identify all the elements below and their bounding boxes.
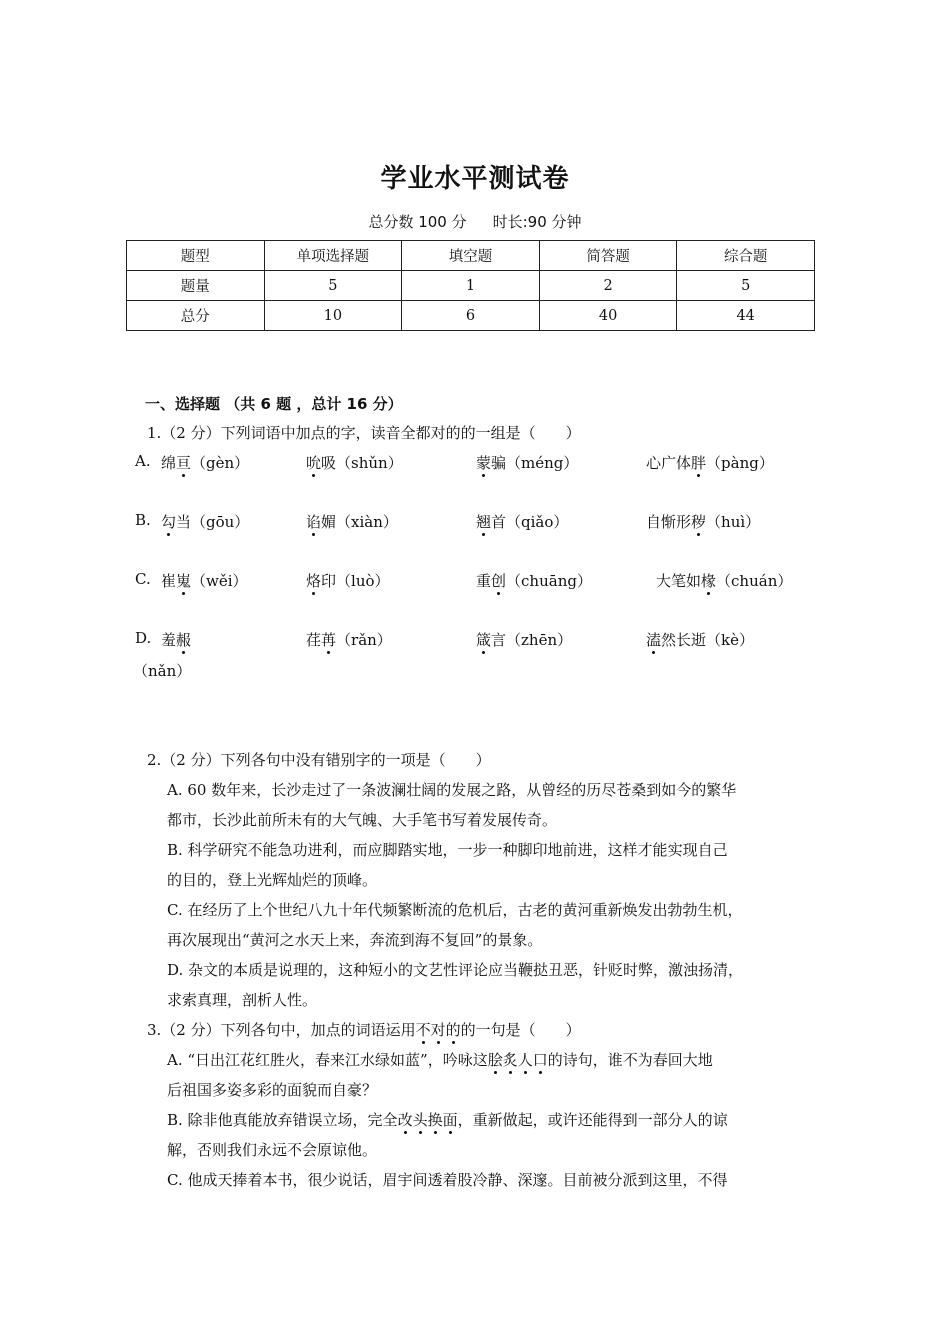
- score-table-cell: 1: [402, 271, 540, 301]
- question-2-line: B. 科学研究不能急功进利，而应脚踏实地，一步一种脚印地前进，这样才能实现自己: [167, 841, 728, 859]
- score-table-row: [127, 241, 815, 271]
- score-table-cell: 6: [402, 301, 540, 331]
- option-item: [646, 452, 774, 473]
- score-table-cell: 题量: [127, 271, 265, 301]
- option-item: [656, 570, 792, 591]
- dotted-char: 炙: [502, 1051, 518, 1069]
- option-label: A.: [135, 452, 151, 470]
- dotted-char: 翘: [476, 513, 492, 531]
- dotted-word: [398, 1111, 458, 1129]
- option-text: 吸（shǔn）: [321, 454, 403, 472]
- page-title: 学业水平测试卷: [380, 164, 570, 194]
- option-text: 骗（méng）: [491, 454, 579, 472]
- dotted-char: 改: [397, 1111, 413, 1129]
- option-text: 媚（xiàn）: [321, 513, 398, 531]
- duration: 时长:90 分钟: [492, 213, 582, 231]
- question-3-option-b: B. 除非他真能放弃错误立场，完全改头换面，重新做起，或许还能得到一部分人的谅: [167, 1111, 728, 1129]
- question-3-option-b-cont: 解，否则我们永远不会原谅他。: [167, 1141, 378, 1159]
- score-table-row: [127, 301, 815, 331]
- option-text: 重: [476, 572, 492, 590]
- dotted-char: 口: [532, 1051, 548, 1069]
- option-item: [306, 511, 398, 532]
- dotted-char: 人: [517, 1051, 533, 1069]
- question-2-line: 求索真理，剖析人性。: [167, 991, 318, 1009]
- option-text: 言（zhēn）: [491, 631, 573, 649]
- question-3-option-a: A. “日出江花红胜火，春来江水绿如蓝”，吟咏这脍炙人口的诗句，谁不为春回大地: [167, 1051, 713, 1069]
- option-item: [306, 629, 392, 650]
- option-item: [476, 511, 568, 532]
- score-table-cell: 44: [677, 301, 815, 331]
- option-item: [306, 570, 390, 591]
- question-2-line: 都市，长沙此前所未有的大气魄、大手笔书写着发展传奇。: [167, 811, 558, 829]
- score-table-cell: 总分: [127, 301, 265, 331]
- question-3-option-a-cont: 后祖国多姿多彩的面貌而自豪？: [167, 1081, 378, 1099]
- option-item: [646, 629, 754, 650]
- dotted-char: 创: [491, 572, 507, 590]
- score-table-cell: 5: [677, 271, 815, 301]
- dotted-char: 换: [427, 1111, 443, 1129]
- score-table-cell: 题型: [127, 241, 265, 271]
- option-text: 印（luò）: [321, 572, 390, 590]
- option-item: [476, 452, 578, 473]
- option-item: [161, 452, 249, 473]
- exam-info: [0, 211, 950, 232]
- option-text: 然长逝（kè）: [661, 631, 754, 649]
- option-text: 羞: [161, 631, 177, 649]
- dotted-char: 谄: [306, 513, 322, 531]
- dotted-char: 不: [415, 1021, 431, 1039]
- score-table-cell: 简答题: [539, 241, 677, 271]
- dotted-char: 嵬: [176, 572, 192, 590]
- option-item: [161, 511, 249, 532]
- dotted-char: 胖: [691, 454, 707, 472]
- dotted-char: 箴: [476, 631, 492, 649]
- question-2-line: A. 60 数年来，长沙走过了一条波澜壮阔的发展之路，从曾经的历尽苍桑到如今的繁华: [167, 781, 737, 799]
- score-table-cell: 10: [264, 301, 402, 331]
- dotted-char: 赧: [176, 631, 192, 649]
- option-label: D.: [135, 629, 152, 647]
- score-table-cell: 单项选择题: [264, 241, 402, 271]
- option-item: [306, 452, 403, 473]
- question-1-stem: 1.（2 分）下列词语中加点的字，读音全都对的的一组是（ ）: [147, 424, 581, 442]
- question-3-option-c: C. 他成天捧着本书，很少说话，眉宇间透着股冷静、深邃。目前被分派到这里，不得: [167, 1171, 728, 1189]
- option-item: [161, 629, 191, 650]
- dotted-char: 亘: [176, 454, 192, 472]
- option-text: 绵: [161, 454, 177, 472]
- option-text: 大笔如: [656, 572, 702, 590]
- option-text: 荏: [306, 631, 322, 649]
- dotted-char: 蒙: [476, 454, 492, 472]
- question-2-line: D. 杂文的本质是说理的，这种短小的文艺性评论应当鞭挞丑恶，针贬时弊，激浊扬清，: [167, 961, 744, 979]
- option-text: （chuāng）: [506, 572, 592, 590]
- option-text: 自惭形: [646, 513, 692, 531]
- option-d-wrap: （nǎn）: [133, 662, 192, 680]
- dotted-char: 面: [442, 1111, 458, 1129]
- score-table-cell: 40: [539, 301, 677, 331]
- dotted-char: 吮: [306, 454, 322, 472]
- total-score: 总分数 100 分: [368, 213, 467, 231]
- option-item: [476, 629, 572, 650]
- question-2-line: 再次展现出“黄河之水天上来，奔流到海不复回”的景象。: [167, 931, 543, 949]
- option-text: （rǎn）: [336, 631, 392, 649]
- question-2-line: 的目的，登上光辉灿烂的顶峰。: [167, 871, 378, 889]
- option-text: 崔: [161, 572, 177, 590]
- score-table-cell: 填空题: [402, 241, 540, 271]
- dotted-char: 对: [430, 1021, 446, 1039]
- option-text: （wěi）: [191, 572, 248, 590]
- option-item: [476, 570, 592, 591]
- dotted-word: [416, 1021, 461, 1039]
- dotted-char: 勾: [161, 513, 177, 531]
- dotted-word: [488, 1051, 548, 1069]
- option-label: C.: [135, 570, 151, 588]
- score-table-cell: 综合题: [677, 241, 815, 271]
- section-heading: 一、选择题 （共 6 题 ，总计 16 分）: [145, 395, 403, 413]
- dotted-char: 椽: [701, 572, 717, 590]
- option-text: （chuán）: [716, 572, 793, 590]
- score-table-row: [127, 271, 815, 301]
- score-table-cell: 2: [539, 271, 677, 301]
- option-item: [161, 570, 248, 591]
- option-text: 心广体: [646, 454, 692, 472]
- option-text: （gèn）: [191, 454, 250, 472]
- option-text: （pàng）: [706, 454, 774, 472]
- option-text: 首（qiǎo）: [491, 513, 569, 531]
- dotted-char: 烙: [306, 572, 322, 590]
- question-3-stem: 3.（2 分）下列各句中，加点的词语运用不对的的一句是（ ）: [147, 1021, 581, 1039]
- score-table-cell: 5: [264, 271, 402, 301]
- question-2-stem: 2.（2 分）下列各句中没有错别字的一项是（ ）: [147, 751, 491, 769]
- option-text: 当（gōu）: [176, 513, 250, 531]
- option-item: [646, 511, 760, 532]
- dotted-char: 苒: [321, 631, 337, 649]
- score-table: [126, 240, 815, 331]
- dotted-char: 溘: [646, 631, 662, 649]
- option-text: （huì）: [706, 513, 761, 531]
- dotted-char: 的: [445, 1021, 461, 1039]
- dotted-char: 脍: [487, 1051, 503, 1069]
- option-label: B.: [135, 511, 151, 529]
- dotted-char: 头: [412, 1111, 428, 1129]
- question-2-line: C. 在经历了上个世纪八九十年代频繁断流的危机后，古老的黄河重新焕发出勃勃生机，: [167, 901, 743, 919]
- dotted-char: 秽: [691, 513, 707, 531]
